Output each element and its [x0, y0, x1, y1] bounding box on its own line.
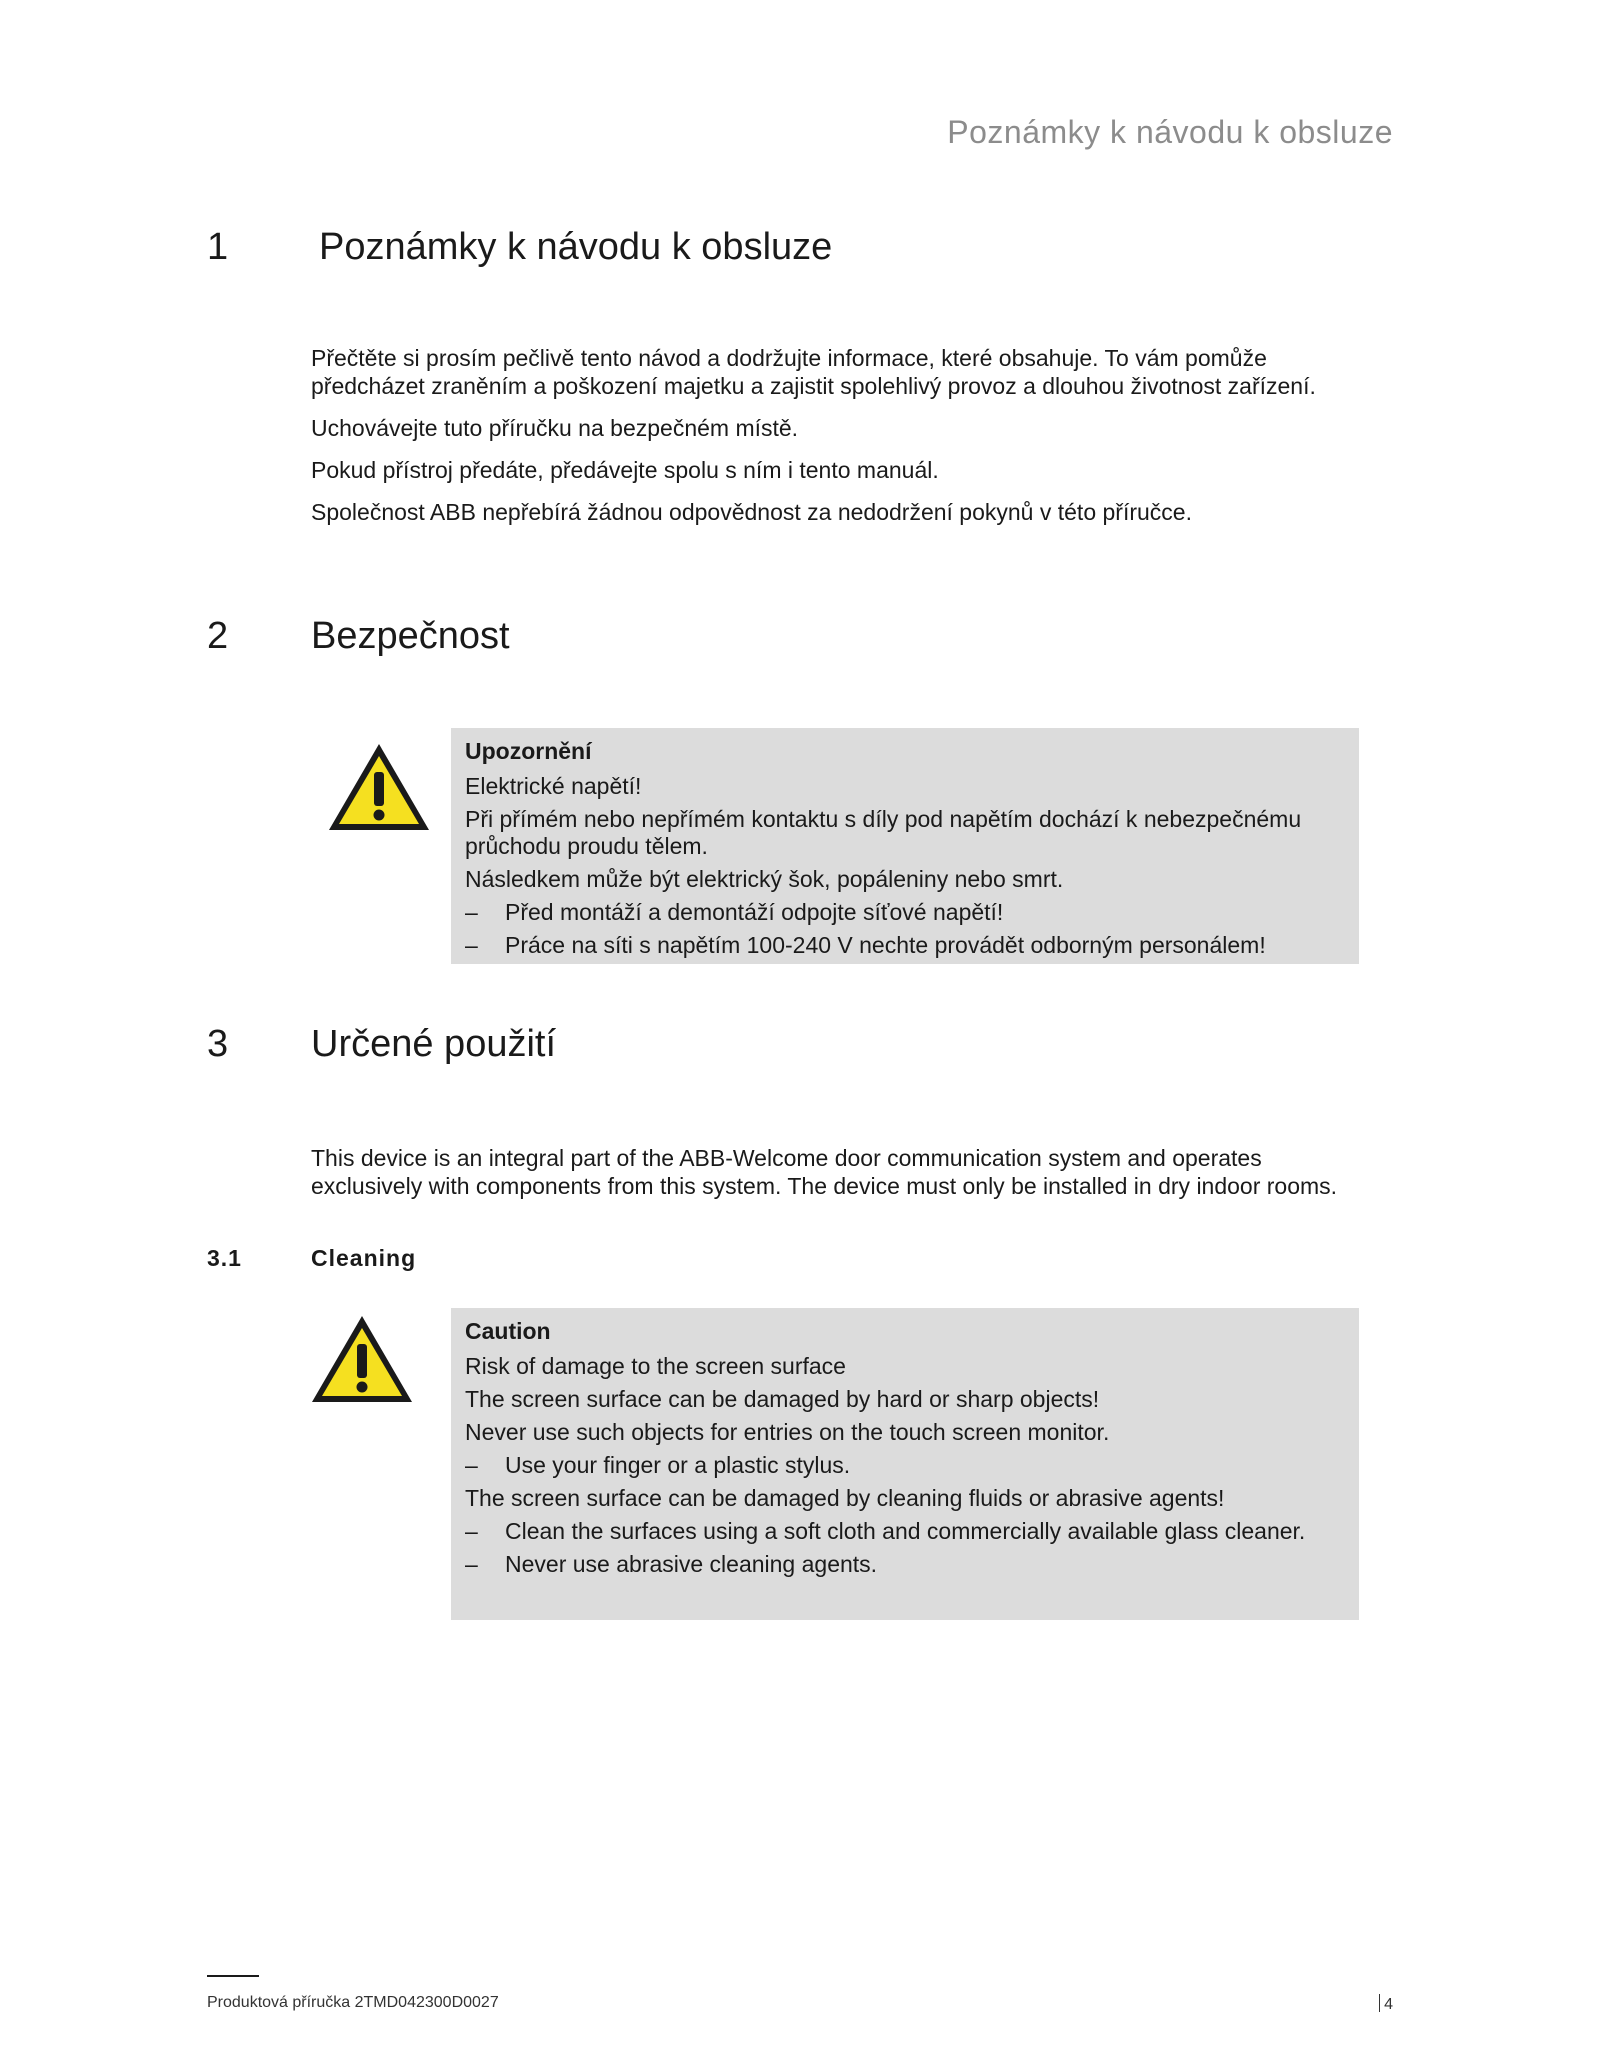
notice-bullet — [465, 1551, 1345, 1578]
notice-line: The screen surface can be damaged by hard or sharp objects! — [465, 1386, 1100, 1412]
subsection-number: 3.1 — [207, 1245, 242, 1271]
notice-line: Při přímém nebo nepřímém kontaktu s díly pod napětím dochází k nebezpečnému průchodu proudu tělem. — [465, 806, 1302, 859]
warning-triangle-icon — [325, 740, 433, 836]
section-title: Určené použití — [311, 1023, 557, 1065]
paragraph: Společnost ABB nepřebírá žádnou odpovědnost za nedodržení pokynů v této příručce. — [311, 499, 1192, 525]
footer-rule — [207, 1975, 259, 1977]
warning-triangle-icon — [308, 1312, 416, 1408]
paragraph: Přečtěte si prosím pečlivě tento návod a dodržujte informace, které obsahuje. To vám pomůže předcházet zraněním a poškození majetku a zajistit spolehlivý provoz a dlouhou životnost zařízení. — [311, 345, 1316, 399]
section-title: Bezpečnost — [311, 615, 510, 657]
notice-title: Upozornění — [465, 738, 592, 764]
notice-bullet — [465, 1452, 1345, 1479]
section-title: Poznámky k návodu k obsluze — [319, 226, 833, 268]
section-number: 3 — [207, 1023, 229, 1065]
notice-line: Risk of damage to the screen surface — [465, 1353, 846, 1379]
paragraph: This device is an integral part of the ABB-Welcome door communication system and operates exclusively with components from this system. The device must only be installed in dry indoor rooms. — [311, 1145, 1338, 1199]
section-number: 1 — [207, 226, 229, 268]
bullet-text: Never use abrasive cleaning agents. — [505, 1551, 878, 1577]
running-header: Poznámky k návodu k obsluze — [947, 114, 1393, 150]
bullet-dash: – — [465, 932, 478, 958]
warning-notice — [451, 728, 1359, 964]
page-separator — [1379, 1994, 1380, 2012]
notice-bullet — [465, 1518, 1345, 1545]
paragraph: Uchovávejte tuto příručku na bezpečném místě. — [311, 415, 799, 441]
footer-doc-ref: Produktová příručka 2TMD042300D0027 — [207, 1994, 499, 2011]
notice-title: Caution — [465, 1318, 551, 1344]
notice-line: The screen surface can be damaged by cleaning fluids or abrasive agents! — [465, 1485, 1225, 1511]
bullet-dash: – — [465, 1551, 478, 1577]
section-number: 2 — [207, 615, 229, 657]
section-3-body — [311, 1144, 1351, 1214]
bullet-text: Před montáží a demontáží odpojte síťové napětí! — [505, 899, 1004, 925]
subsection-title: Cleaning — [311, 1245, 417, 1271]
bullet-text: Clean the surfaces using a soft cloth and commercially available glass cleaner. — [505, 1518, 1306, 1544]
bullet-dash: – — [465, 1518, 478, 1544]
paragraph: Pokud přístroj předáte, předávejte spolu s ním i tento manuál. — [311, 457, 939, 483]
notice-bullet — [465, 899, 1345, 926]
page-number: 4 — [1384, 1996, 1393, 2013]
bullet-text: Práce na síti s napětím 100-240 V nechte provádět odborným personálem! — [505, 932, 1266, 958]
caution-notice — [451, 1308, 1359, 1620]
bullet-dash: – — [465, 899, 478, 925]
notice-line: Následkem může být elektrický šok, popáleniny nebo smrt. — [465, 866, 1064, 892]
section-1-body — [311, 344, 1351, 540]
bullet-dash: – — [465, 1452, 478, 1478]
footer-page-number — [1379, 1994, 1393, 2014]
notice-bullet — [465, 932, 1345, 959]
notice-line: Elektrické napětí! — [465, 773, 642, 799]
bullet-text: Use your finger or a plastic stylus. — [505, 1452, 851, 1478]
notice-line: Never use such objects for entries on the touch screen monitor. — [465, 1419, 1110, 1445]
